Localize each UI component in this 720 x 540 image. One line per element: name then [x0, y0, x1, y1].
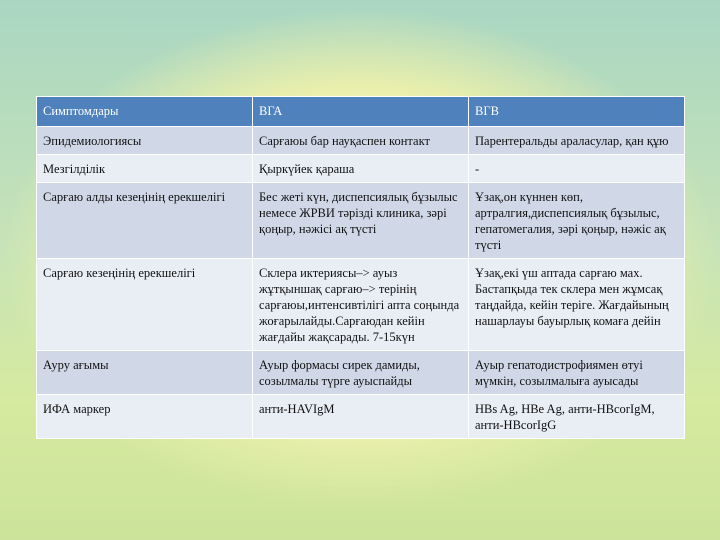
header-symptoms: Симптомдары	[37, 97, 253, 127]
row-label: Сарғаю кезеңінің ерекшелігі	[37, 259, 253, 351]
hbv-cell: -	[469, 155, 685, 183]
table-row	[37, 259, 685, 351]
table-row	[37, 127, 685, 155]
hav-cell: Сарғаюы бар науқаспен контакт	[253, 127, 469, 155]
hbv-cell: Парентеральды араласулар, қан құю	[469, 127, 685, 155]
hbv-cell: Ұзақ,екі үш аптада сарғаю мах. Бастапқыда тек склера мен жұмсақ таңдайда, кейін теріге. Жағдайының нашарлауы бауырлық комаға дейін	[469, 259, 685, 351]
hbv-cell: Ұзақ,он күннен көп, артралгия,диспепсиялық бұзылыс, гепатомегалия, зәрі қоңыр, нәжіс ақ түсті	[469, 183, 685, 259]
hav-cell: анти-HAVIgM	[253, 395, 469, 439]
comparison-table	[36, 96, 685, 439]
hav-cell: Қыркүйек қараша	[253, 155, 469, 183]
row-label: Ауру ағымы	[37, 351, 253, 395]
header-hav: ВГА	[253, 97, 469, 127]
hav-cell: Ауыр формасы сирек дамиды, созылмалы түрге ауыспайды	[253, 351, 469, 395]
header-hbv: ВГВ	[469, 97, 685, 127]
row-label: Мезгілділік	[37, 155, 253, 183]
table-row	[37, 183, 685, 259]
table-row	[37, 351, 685, 395]
hbv-cell: HBs Ag, HBe Ag, анти-HBcorIgM, анти-HBcorIgG	[469, 395, 685, 439]
table-row	[37, 155, 685, 183]
row-label: ИФА маркер	[37, 395, 253, 439]
table-header-row	[37, 97, 685, 127]
row-label: Сарғаю алды кезеңінің ерекшелігі	[37, 183, 253, 259]
hav-cell: Бес жеті күн, диспепсиялық бұзылыс немесе ЖРВИ тәрізді клиника, зәрі қоңыр, нәжісі ақ түсті	[253, 183, 469, 259]
table-row	[37, 395, 685, 439]
row-label: Эпидемиологиясы	[37, 127, 253, 155]
hav-cell: Склера иктериясы–> ауыз жұтқыншақ сарғаю–> терінің сарғаюы,интенсивтілігі апта соңында жоғарылайды.Сарғаюдан кейін жағдайы жақсарады. 7-15күн	[253, 259, 469, 351]
hbv-cell: Ауыр гепатодистрофиямен өтуі мүмкін, созылмалыға ауысады	[469, 351, 685, 395]
